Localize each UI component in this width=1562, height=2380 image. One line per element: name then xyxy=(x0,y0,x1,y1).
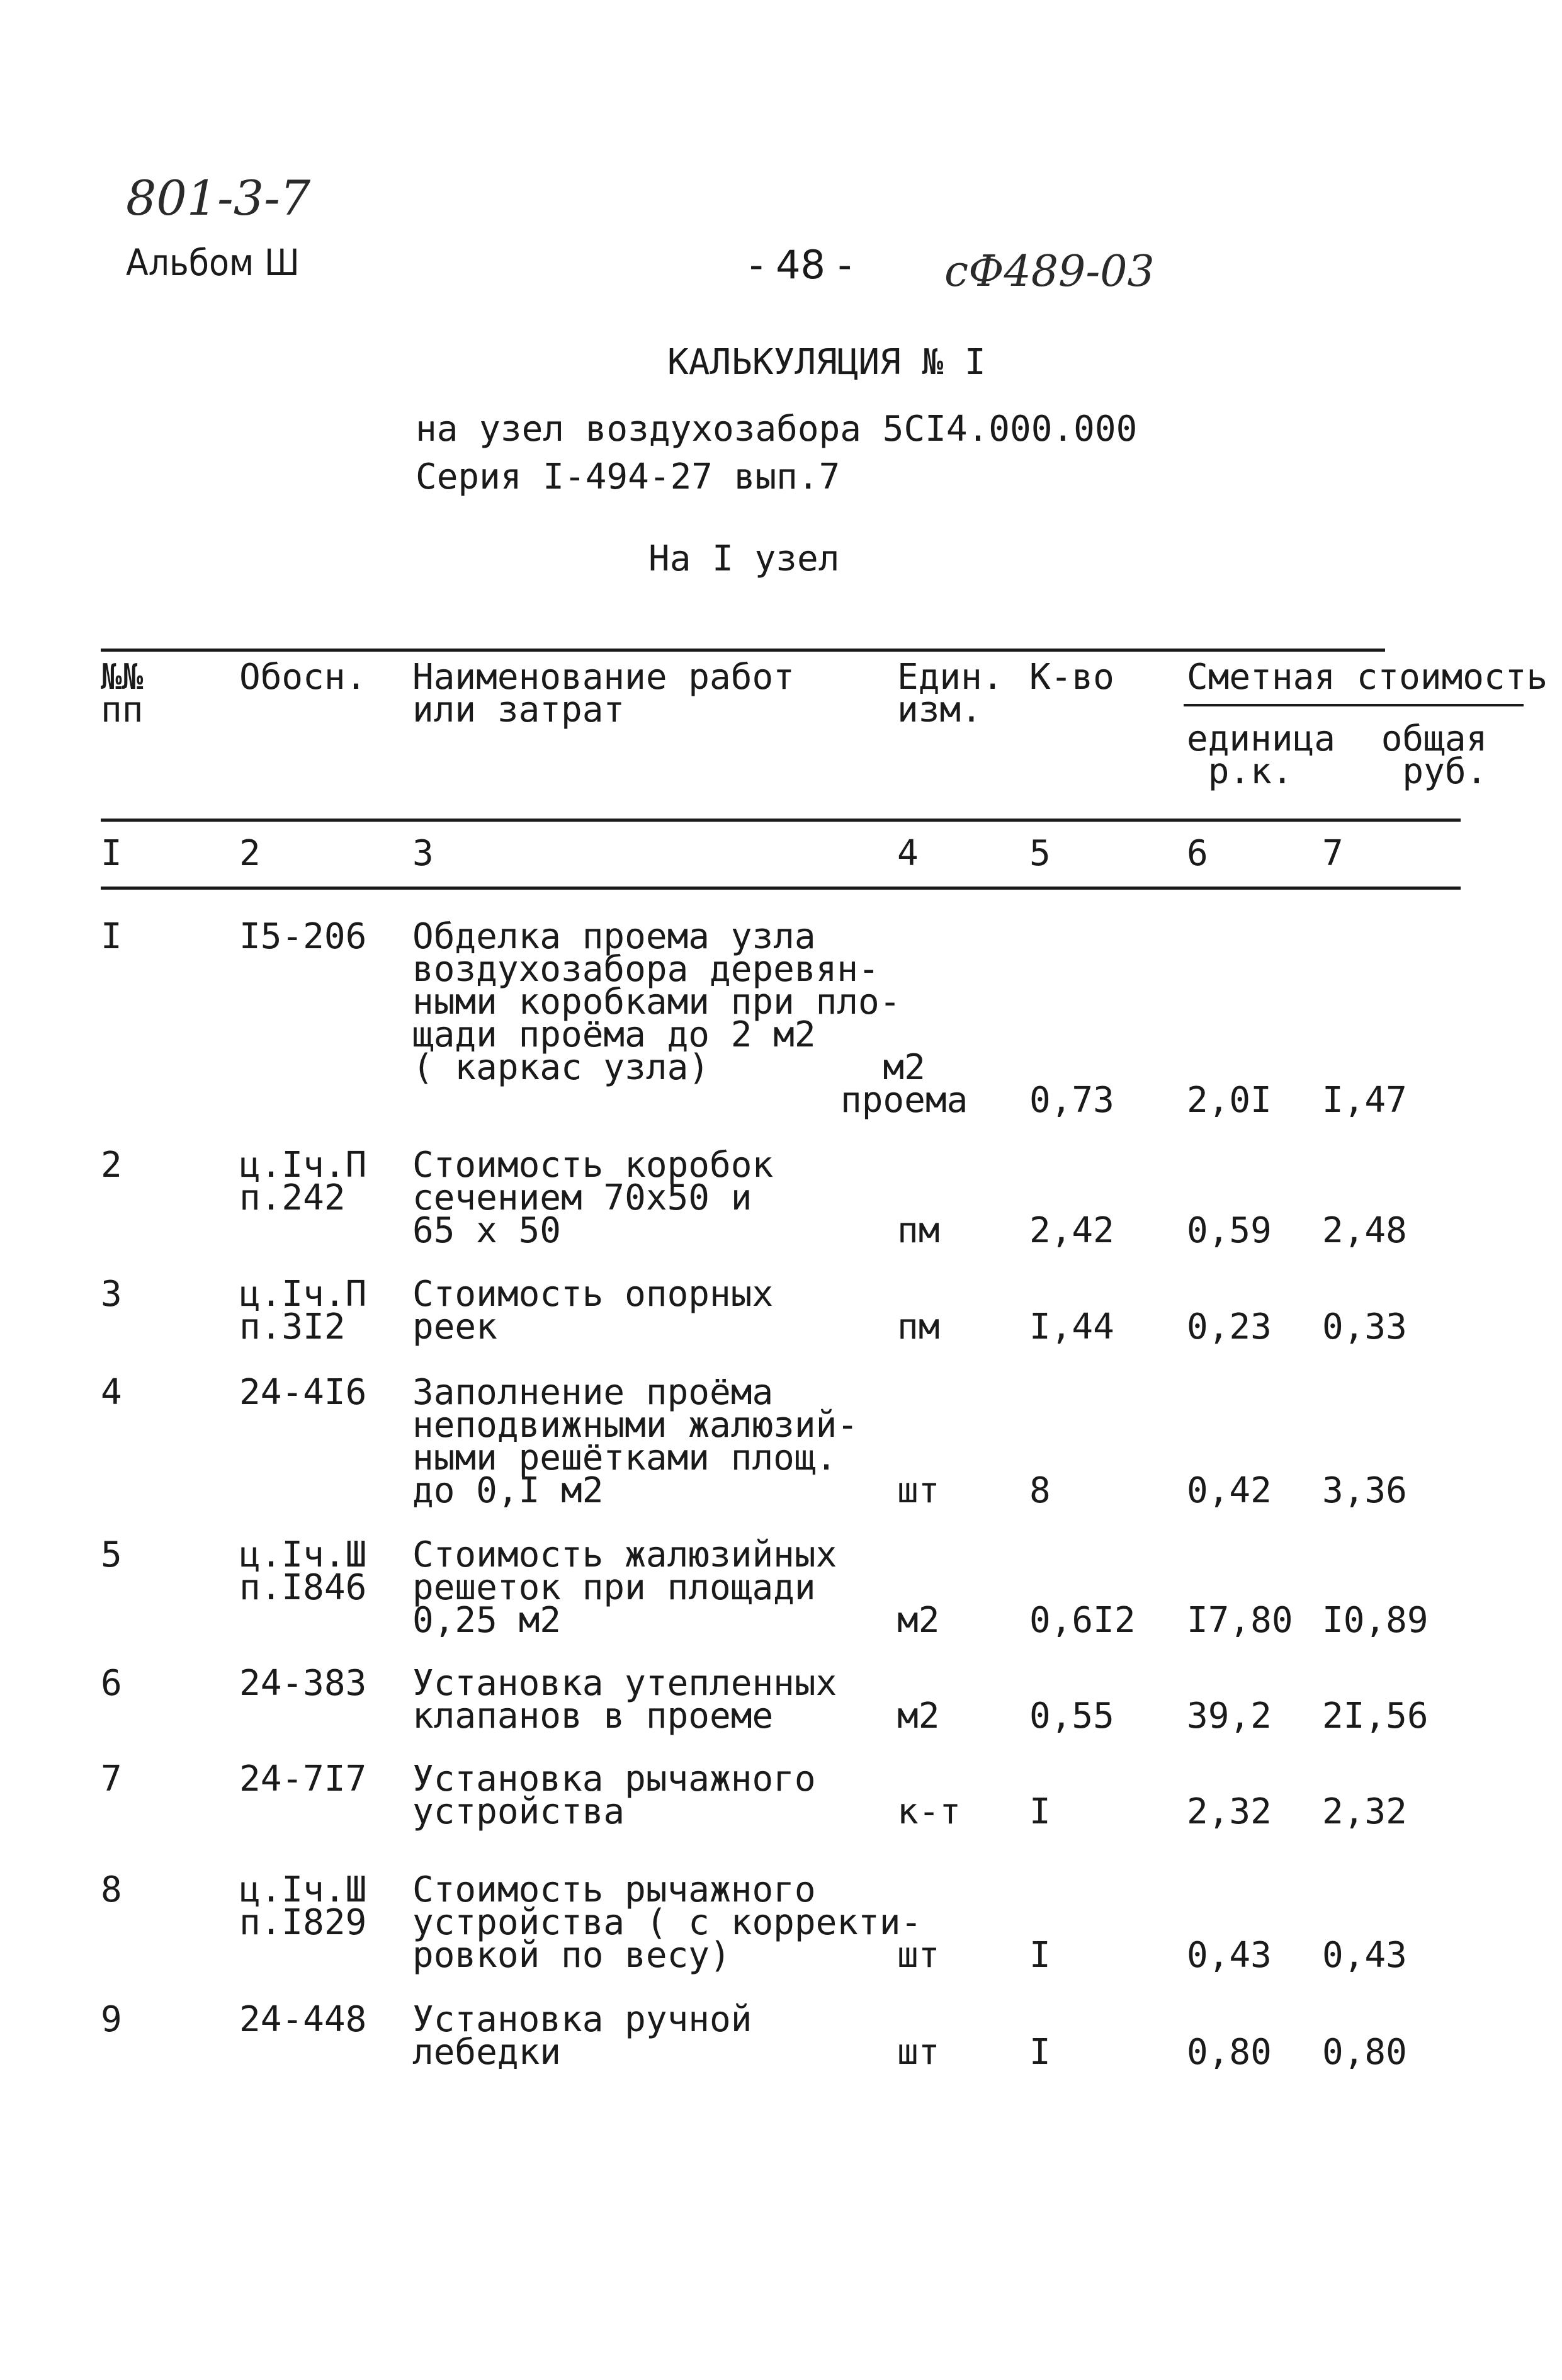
column-number: 7 xyxy=(1322,833,1344,874)
row-work-name: Стоимость рычажного устройства ( с корректи- ровкой по весу) xyxy=(412,1869,922,1976)
row-number: 9 xyxy=(101,1999,122,2040)
row-basis: 24-7I7 xyxy=(239,1759,367,1799)
row-quantity: I,44 xyxy=(1029,1306,1114,1347)
header-total-cost: общая руб. xyxy=(1381,718,1488,792)
row-number: 7 xyxy=(101,1759,122,1799)
row-unit: м2 xyxy=(897,1696,940,1737)
column-number: I xyxy=(101,833,122,874)
row-total: 0,80 xyxy=(1322,2032,1407,2073)
subject-line: на узел воздухозабора 5СI4.000.000 xyxy=(416,409,1138,450)
row-number: 6 xyxy=(101,1663,122,1704)
row-work-name: Установка ручной лебедки xyxy=(412,1999,752,2073)
row-unit-cost: 2,32 xyxy=(1187,1791,1272,1832)
row-unit-cost: 39,2 xyxy=(1187,1696,1272,1737)
row-unit-cost: 0,42 xyxy=(1187,1470,1272,1511)
row-total: 3,36 xyxy=(1322,1470,1407,1511)
row-quantity: I xyxy=(1029,1935,1051,1976)
row-unit: пм xyxy=(897,1210,940,1251)
handwritten-ref: сФ489-03 xyxy=(944,247,1155,297)
row-unit: шт xyxy=(897,1470,940,1511)
row-total: I0,89 xyxy=(1322,1600,1429,1641)
row-number: 3 xyxy=(101,1274,122,1315)
column-number: 5 xyxy=(1029,833,1051,874)
row-work-name: Установка рычажного устройства xyxy=(412,1759,816,1832)
row-basis: ц.Iч.П п.3I2 xyxy=(239,1274,367,1347)
header-basis: Обосн. xyxy=(239,657,367,698)
row-basis: 24-4I6 xyxy=(239,1372,367,1413)
row-number: I xyxy=(101,916,122,957)
row-unit-cost: 0,59 xyxy=(1187,1210,1272,1251)
per-unit-line: На I узел xyxy=(648,538,840,579)
row-number: 4 xyxy=(101,1372,122,1413)
cost-group-rule xyxy=(1184,704,1524,706)
table-top-rule xyxy=(101,649,1385,652)
calculation-title: КАЛЬКУЛЯЦИЯ № I xyxy=(667,342,986,383)
row-quantity: I xyxy=(1029,1791,1051,1832)
header-bottom-rule xyxy=(101,819,1461,822)
row-total: 2,32 xyxy=(1322,1791,1407,1832)
row-basis: 24-383 xyxy=(239,1663,367,1704)
row-quantity: 0,6I2 xyxy=(1029,1600,1136,1641)
row-unit-cost: 0,80 xyxy=(1187,2032,1272,2073)
row-unit: м2 проема xyxy=(840,1047,968,1121)
row-total: 0,33 xyxy=(1322,1306,1407,1347)
row-basis: 24-448 xyxy=(239,1999,367,2040)
row-basis: ц.Iч.П п.242 xyxy=(239,1145,367,1218)
row-quantity: 0,55 xyxy=(1029,1696,1114,1737)
row-work-name: Обделка проема узла воздухозабора деревян- ными коробками при пло- щади проёма до 2 м2 ( каркас узла) xyxy=(412,916,901,1088)
handwritten-code: 801-3-7 xyxy=(126,170,311,226)
row-quantity: 0,73 xyxy=(1029,1080,1114,1121)
column-number: 6 xyxy=(1187,833,1208,874)
album-label: Альбом Ш xyxy=(126,241,300,284)
column-number: 4 xyxy=(897,833,919,874)
header-cost-group: Сметная стоимость xyxy=(1187,657,1548,698)
row-number: 8 xyxy=(101,1869,122,1910)
row-work-name: Установка утепленных клапанов в проеме xyxy=(412,1663,837,1737)
series-line: Серия I-494-27 вып.7 xyxy=(416,456,840,497)
row-basis: I5-206 xyxy=(239,916,367,957)
page-number: - 48 - xyxy=(749,242,852,288)
row-unit-cost: 2,0I xyxy=(1187,1080,1272,1121)
row-total: 2I,56 xyxy=(1322,1696,1429,1737)
row-work-name: Стоимость опорных реек xyxy=(412,1274,774,1347)
row-work-name: Стоимость жалюзийных решеток при площади 0,25 м2 xyxy=(412,1534,837,1641)
row-number: 5 xyxy=(101,1534,122,1575)
row-work-name: Заполнение проёма неподвижными жалюзий- ными решётками площ. до 0,I м2 xyxy=(412,1372,859,1511)
row-basis: ц.Iч.Ш п.I846 xyxy=(239,1534,367,1608)
header-row-number: №№ пп xyxy=(101,657,144,730)
row-unit-cost: 0,23 xyxy=(1187,1306,1272,1347)
row-unit: м2 xyxy=(897,1600,940,1641)
row-total: I,47 xyxy=(1322,1080,1407,1121)
column-number: 2 xyxy=(239,833,261,874)
row-quantity: I xyxy=(1029,2032,1051,2073)
row-number: 2 xyxy=(101,1145,122,1186)
row-unit: шт xyxy=(897,1935,940,1976)
header-quantity: К-во xyxy=(1029,657,1114,698)
row-unit: шт xyxy=(897,2032,940,2073)
row-total: 2,48 xyxy=(1322,1210,1407,1251)
column-number: 3 xyxy=(412,833,434,874)
row-work-name: Стоимость коробок сечением 70х50 и 65 х 50 xyxy=(412,1145,774,1251)
row-quantity: 8 xyxy=(1029,1470,1051,1511)
row-unit-cost: 0,43 xyxy=(1187,1935,1272,1976)
column-numbers-rule xyxy=(101,887,1461,890)
row-unit: пм xyxy=(897,1306,940,1347)
row-total: 0,43 xyxy=(1322,1935,1407,1976)
row-unit-cost: I7,80 xyxy=(1187,1600,1293,1641)
header-work-name: Наименование работ или затрат xyxy=(412,657,795,730)
header-unit-cost: единица р.к. xyxy=(1187,718,1336,792)
header-unit: Един. изм. xyxy=(897,657,1004,730)
row-unit: к-т xyxy=(897,1791,961,1832)
row-basis: ц.Iч.Ш п.I829 xyxy=(239,1869,367,1943)
row-quantity: 2,42 xyxy=(1029,1210,1114,1251)
